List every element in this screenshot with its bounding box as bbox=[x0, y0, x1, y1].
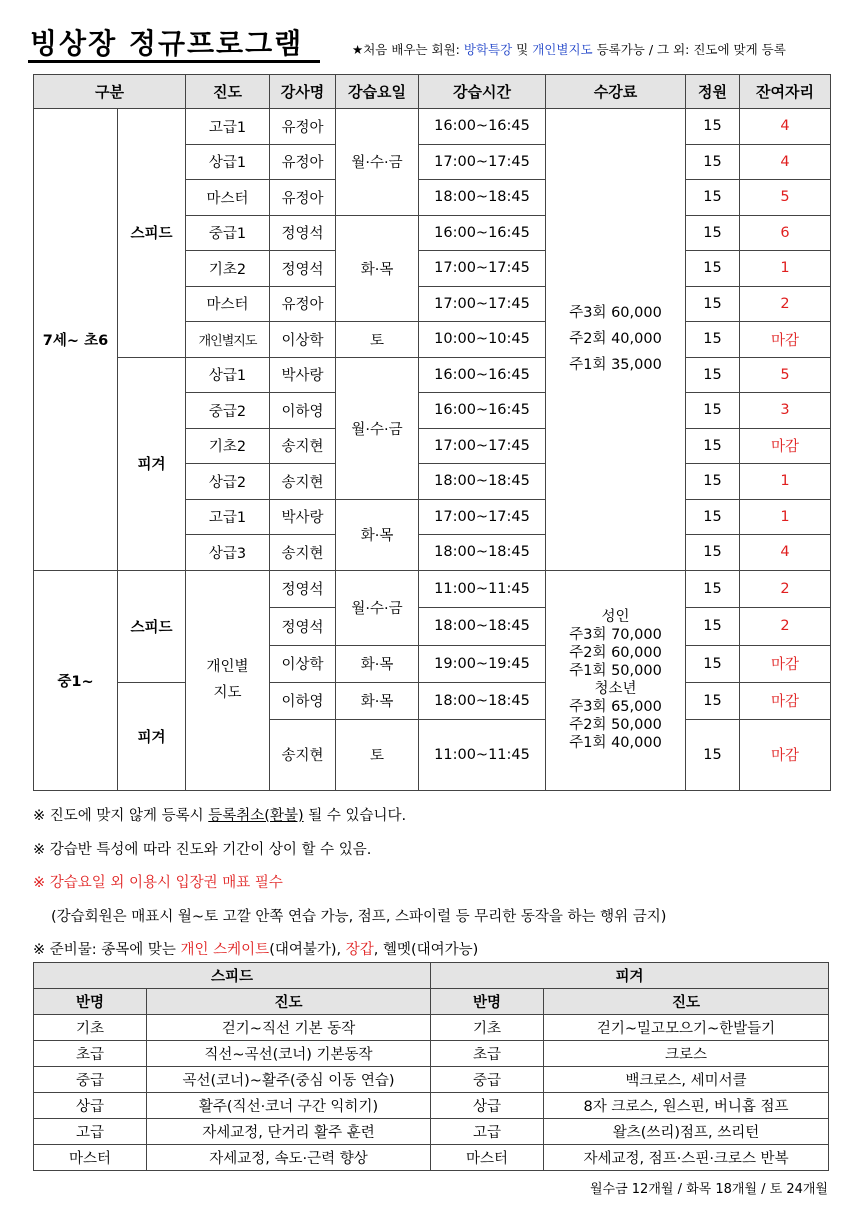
table-row bbox=[34, 357, 831, 393]
capacity-cell: 15 bbox=[686, 464, 740, 500]
figure-progress-header: 진도 bbox=[544, 989, 829, 1015]
duration-footnote: 월수금 12개월 / 화목 18개월 / 토 24개월 bbox=[589, 1182, 828, 1197]
remaining-cell: 2 bbox=[740, 570, 831, 607]
note-text: ※ 진도에 맞지 않게 등록시 bbox=[33, 808, 209, 824]
fee-line: 주3회 60,000 bbox=[569, 305, 662, 322]
speed-class-cell: 초급 bbox=[34, 1041, 147, 1067]
level-cell: 마스터 bbox=[186, 286, 270, 322]
note-refund bbox=[33, 805, 833, 839]
days-cell: 월·수·금 bbox=[336, 357, 419, 499]
header-category: 구분 bbox=[34, 75, 186, 109]
speed-class-cell: 고급 bbox=[34, 1119, 147, 1145]
remaining-cell: 5 bbox=[740, 180, 831, 216]
time-cell: 16:00~16:45 bbox=[419, 393, 546, 429]
capacity-cell: 15 bbox=[686, 719, 740, 790]
remaining-cell: 마감 bbox=[740, 645, 831, 682]
teacher-cell: 박사랑 bbox=[270, 357, 336, 393]
note-mid: 및 bbox=[512, 42, 533, 57]
teacher-cell: 박사랑 bbox=[270, 499, 336, 535]
table-row bbox=[34, 1093, 829, 1119]
teacher-cell: 송지현 bbox=[270, 719, 336, 790]
note-text: (대여불가), bbox=[269, 942, 346, 958]
figure-class-cell: 초급 bbox=[431, 1041, 544, 1067]
fee-line: 청소년 bbox=[594, 681, 637, 697]
teacher-cell: 유정아 bbox=[270, 144, 336, 180]
teacher-cell: 유정아 bbox=[270, 286, 336, 322]
remaining-cell: 마감 bbox=[740, 719, 831, 790]
figure-class-cell: 상급 bbox=[431, 1093, 544, 1119]
header-teacher: 강사명 bbox=[270, 75, 336, 109]
table-header-row bbox=[34, 75, 831, 109]
capacity-cell: 15 bbox=[686, 682, 740, 719]
teacher-cell: 정영석 bbox=[270, 570, 336, 607]
teacher-cell: 이상학 bbox=[270, 322, 336, 358]
capacity-cell: 15 bbox=[686, 645, 740, 682]
table-row bbox=[34, 1067, 829, 1093]
capacity-cell: 15 bbox=[686, 322, 740, 358]
days-cell: 화·목 bbox=[336, 215, 419, 322]
speed-class-cell: 중급 bbox=[34, 1067, 147, 1093]
remaining-cell: 1 bbox=[740, 464, 831, 500]
figure-title: 피겨 bbox=[431, 963, 829, 989]
note-private-lesson: 개인별지도 bbox=[532, 42, 593, 57]
level-private-label: 개인별 지도 bbox=[206, 659, 249, 701]
header-days: 강습요일 bbox=[336, 75, 419, 109]
time-cell: 18:00~18:45 bbox=[419, 180, 546, 216]
days-cell: 월·수·금 bbox=[336, 570, 419, 645]
time-cell: 18:00~18:45 bbox=[419, 464, 546, 500]
note-prefix: ★처음 배우는 회원: bbox=[352, 42, 464, 57]
time-cell: 17:00~17:45 bbox=[419, 499, 546, 535]
figure-desc-cell: 8자 크로스, 원스핀, 버니홉 점프 bbox=[544, 1093, 829, 1119]
table-row bbox=[34, 570, 831, 607]
level-cell: 상급1 bbox=[186, 357, 270, 393]
figure-class-cell: 고급 bbox=[431, 1119, 544, 1145]
capacity-cell: 15 bbox=[686, 357, 740, 393]
speed-class-header: 반명 bbox=[34, 989, 147, 1015]
note-vacation-course: 방학특강 bbox=[463, 42, 513, 57]
time-cell: 18:00~18:45 bbox=[419, 607, 546, 645]
remaining-cell: 2 bbox=[740, 286, 831, 322]
fee-line: 성인 bbox=[601, 609, 630, 625]
remaining-cell: 마감 bbox=[740, 682, 831, 719]
registration-note bbox=[352, 40, 786, 58]
time-cell: 11:00~11:45 bbox=[419, 570, 546, 607]
category-speed: 스피드 bbox=[118, 109, 186, 358]
notes-section bbox=[33, 805, 833, 973]
capacity-cell: 15 bbox=[686, 144, 740, 180]
fee-line: 주1회 50,000 bbox=[569, 663, 662, 679]
level-cell: 상급1 bbox=[186, 144, 270, 180]
fee-line: 주2회 50,000 bbox=[569, 717, 662, 733]
days-cell: 월·수·금 bbox=[336, 109, 419, 216]
remaining-cell: 4 bbox=[740, 144, 831, 180]
capacity-cell: 15 bbox=[686, 393, 740, 429]
fee-line: 주1회 40,000 bbox=[569, 735, 662, 751]
figure-desc-cell: 왈츠(쓰리)점프, 쓰리턴 bbox=[544, 1119, 829, 1145]
level-cell: 고급1 bbox=[186, 109, 270, 145]
header-time: 강습시간 bbox=[419, 75, 546, 109]
remaining-cell: 3 bbox=[740, 393, 831, 429]
capacity-cell: 15 bbox=[686, 499, 740, 535]
table-row bbox=[34, 109, 831, 145]
speed-desc-cell: 걷기~직선 기본 동작 bbox=[147, 1015, 431, 1041]
category-figure: 피겨 bbox=[118, 357, 186, 570]
header-remaining: 잔여자리 bbox=[740, 75, 831, 109]
note-highlight: 장갑 bbox=[345, 942, 374, 958]
fee-kids bbox=[546, 109, 686, 571]
time-cell: 17:00~17:45 bbox=[419, 428, 546, 464]
teacher-cell: 정영석 bbox=[270, 215, 336, 251]
teacher-cell: 정영석 bbox=[270, 607, 336, 645]
speed-desc-cell: 곡선(코너)~활주(중심 이동 연습) bbox=[147, 1067, 431, 1093]
note-underlined: 등록취소(환불) bbox=[208, 808, 304, 824]
figure-desc-cell: 자세교정, 점프·스핀·크로스 반복 bbox=[544, 1145, 829, 1171]
teacher-cell: 이하영 bbox=[270, 393, 336, 429]
remaining-cell: 4 bbox=[740, 535, 831, 571]
time-cell: 10:00~10:45 bbox=[419, 322, 546, 358]
level-cell: 기초2 bbox=[186, 428, 270, 464]
note-practice-rules: (강습회원은 매표시 월~토 고깔 안쪽 연습 가능, 점프, 스파이럴 등 무리한 동작을 하는 행위 금지) bbox=[51, 908, 667, 925]
category-speed: 스피드 bbox=[118, 570, 186, 682]
level-table-title-row bbox=[34, 963, 829, 989]
table-row bbox=[34, 1119, 829, 1145]
speed-class-cell: 상급 bbox=[34, 1093, 147, 1119]
age-group-adult: 중1~ bbox=[34, 570, 118, 790]
speed-desc-cell: 자세교정, 속도·근력 향상 bbox=[147, 1145, 431, 1171]
remaining-cell: 2 bbox=[740, 607, 831, 645]
note-text: ※ 준비물: 종목에 맞는 bbox=[33, 942, 181, 958]
days-cell: 토 bbox=[336, 322, 419, 358]
days-cell: 화·목 bbox=[336, 499, 419, 570]
speed-desc-cell: 자세교정, 단거리 활주 훈련 bbox=[147, 1119, 431, 1145]
teacher-cell: 송지현 bbox=[270, 535, 336, 571]
time-cell: 11:00~11:45 bbox=[419, 719, 546, 790]
category-figure: 피겨 bbox=[118, 682, 186, 790]
speed-title: 스피드 bbox=[34, 963, 431, 989]
table-row bbox=[34, 1015, 829, 1041]
capacity-cell: 15 bbox=[686, 286, 740, 322]
note-text: , 헬멧(대여가능) bbox=[373, 942, 479, 958]
time-cell: 16:00~16:45 bbox=[419, 215, 546, 251]
capacity-cell: 15 bbox=[686, 180, 740, 216]
header-capacity: 정원 bbox=[686, 75, 740, 109]
capacity-cell: 15 bbox=[686, 570, 740, 607]
age-group-kids: 7세~ 초6 bbox=[34, 109, 118, 571]
header-fee: 수강료 bbox=[546, 75, 686, 109]
capacity-cell: 15 bbox=[686, 428, 740, 464]
level-cell: 상급2 bbox=[186, 464, 270, 500]
level-cell: 개인별지도 bbox=[186, 322, 270, 358]
table-row bbox=[34, 1041, 829, 1067]
title-underline bbox=[28, 60, 320, 63]
time-cell: 16:00~16:45 bbox=[419, 357, 546, 393]
fee-line: 주3회 65,000 bbox=[569, 699, 662, 715]
figure-class-cell: 마스터 bbox=[431, 1145, 544, 1171]
capacity-cell: 15 bbox=[686, 607, 740, 645]
remaining-cell: 마감 bbox=[740, 428, 831, 464]
remaining-cell: 마감 bbox=[740, 322, 831, 358]
capacity-cell: 15 bbox=[686, 215, 740, 251]
time-cell: 18:00~18:45 bbox=[419, 535, 546, 571]
remaining-cell: 1 bbox=[740, 251, 831, 287]
note-schedule-vary: ※ 강습반 특성에 따라 진도와 기간이 상이 할 수 있음. bbox=[33, 841, 372, 858]
note-ticket-required: ※ 강습요일 외 이용시 입장권 매표 필수 bbox=[33, 875, 283, 891]
capacity-cell: 15 bbox=[686, 251, 740, 287]
level-cell: 고급1 bbox=[186, 499, 270, 535]
speed-progress-header: 진도 bbox=[147, 989, 431, 1015]
note-highlight: 개인 스케이트 bbox=[180, 942, 270, 958]
fee-line: 주1회 35,000 bbox=[569, 357, 662, 374]
time-cell: 18:00~18:45 bbox=[419, 682, 546, 719]
time-cell: 17:00~17:45 bbox=[419, 144, 546, 180]
figure-desc-cell: 백크로스, 세미서클 bbox=[544, 1067, 829, 1093]
fee-adult bbox=[546, 570, 686, 790]
note-suffix: 등록가능 / 그 외: 진도에 맞게 등록 bbox=[592, 42, 786, 57]
level-cell: 중급1 bbox=[186, 215, 270, 251]
figure-desc-cell: 크로스 bbox=[544, 1041, 829, 1067]
teacher-cell: 유정아 bbox=[270, 180, 336, 216]
figure-desc-cell: 걷기~밀고모으기~한발들기 bbox=[544, 1015, 829, 1041]
level-private bbox=[186, 570, 270, 790]
time-cell: 17:00~17:45 bbox=[419, 251, 546, 287]
fee-line: 주3회 70,000 bbox=[569, 627, 662, 643]
speed-class-cell: 마스터 bbox=[34, 1145, 147, 1171]
teacher-cell: 송지현 bbox=[270, 428, 336, 464]
speed-desc-cell: 활주(직선·코너 구간 익히기) bbox=[147, 1093, 431, 1119]
fee-line: 주2회 60,000 bbox=[569, 645, 662, 661]
figure-class-cell: 중급 bbox=[431, 1067, 544, 1093]
figure-class-header: 반명 bbox=[431, 989, 544, 1015]
page-title: 빙상장 정규프로그램 bbox=[30, 27, 304, 60]
header-level: 진도 bbox=[186, 75, 270, 109]
remaining-cell: 1 bbox=[740, 499, 831, 535]
remaining-cell: 4 bbox=[740, 109, 831, 145]
fee-line: 주2회 40,000 bbox=[569, 331, 662, 348]
teacher-cell: 이상학 bbox=[270, 645, 336, 682]
time-cell: 19:00~19:45 bbox=[419, 645, 546, 682]
teacher-cell: 정영석 bbox=[270, 251, 336, 287]
level-table-header-row bbox=[34, 989, 829, 1015]
days-cell: 화·목 bbox=[336, 645, 419, 682]
level-description-table bbox=[33, 962, 829, 1171]
capacity-cell: 15 bbox=[686, 109, 740, 145]
level-cell: 기초2 bbox=[186, 251, 270, 287]
teacher-cell: 송지현 bbox=[270, 464, 336, 500]
figure-class-cell: 기초 bbox=[431, 1015, 544, 1041]
days-cell: 토 bbox=[336, 719, 419, 790]
table-row bbox=[34, 1145, 829, 1171]
schedule-table bbox=[33, 74, 831, 791]
remaining-cell: 6 bbox=[740, 215, 831, 251]
note-text: 될 수 있습니다. bbox=[303, 808, 407, 824]
speed-class-cell: 기초 bbox=[34, 1015, 147, 1041]
level-cell: 마스터 bbox=[186, 180, 270, 216]
capacity-cell: 15 bbox=[686, 535, 740, 571]
time-cell: 16:00~16:45 bbox=[419, 109, 546, 145]
teacher-cell: 유정아 bbox=[270, 109, 336, 145]
table-row bbox=[34, 682, 831, 719]
speed-desc-cell: 직선~곡선(코너) 기본동작 bbox=[147, 1041, 431, 1067]
remaining-cell: 5 bbox=[740, 357, 831, 393]
level-cell: 상급3 bbox=[186, 535, 270, 571]
days-cell: 화·목 bbox=[336, 682, 419, 719]
level-cell: 중급2 bbox=[186, 393, 270, 429]
teacher-cell: 이하영 bbox=[270, 682, 336, 719]
time-cell: 17:00~17:45 bbox=[419, 286, 546, 322]
